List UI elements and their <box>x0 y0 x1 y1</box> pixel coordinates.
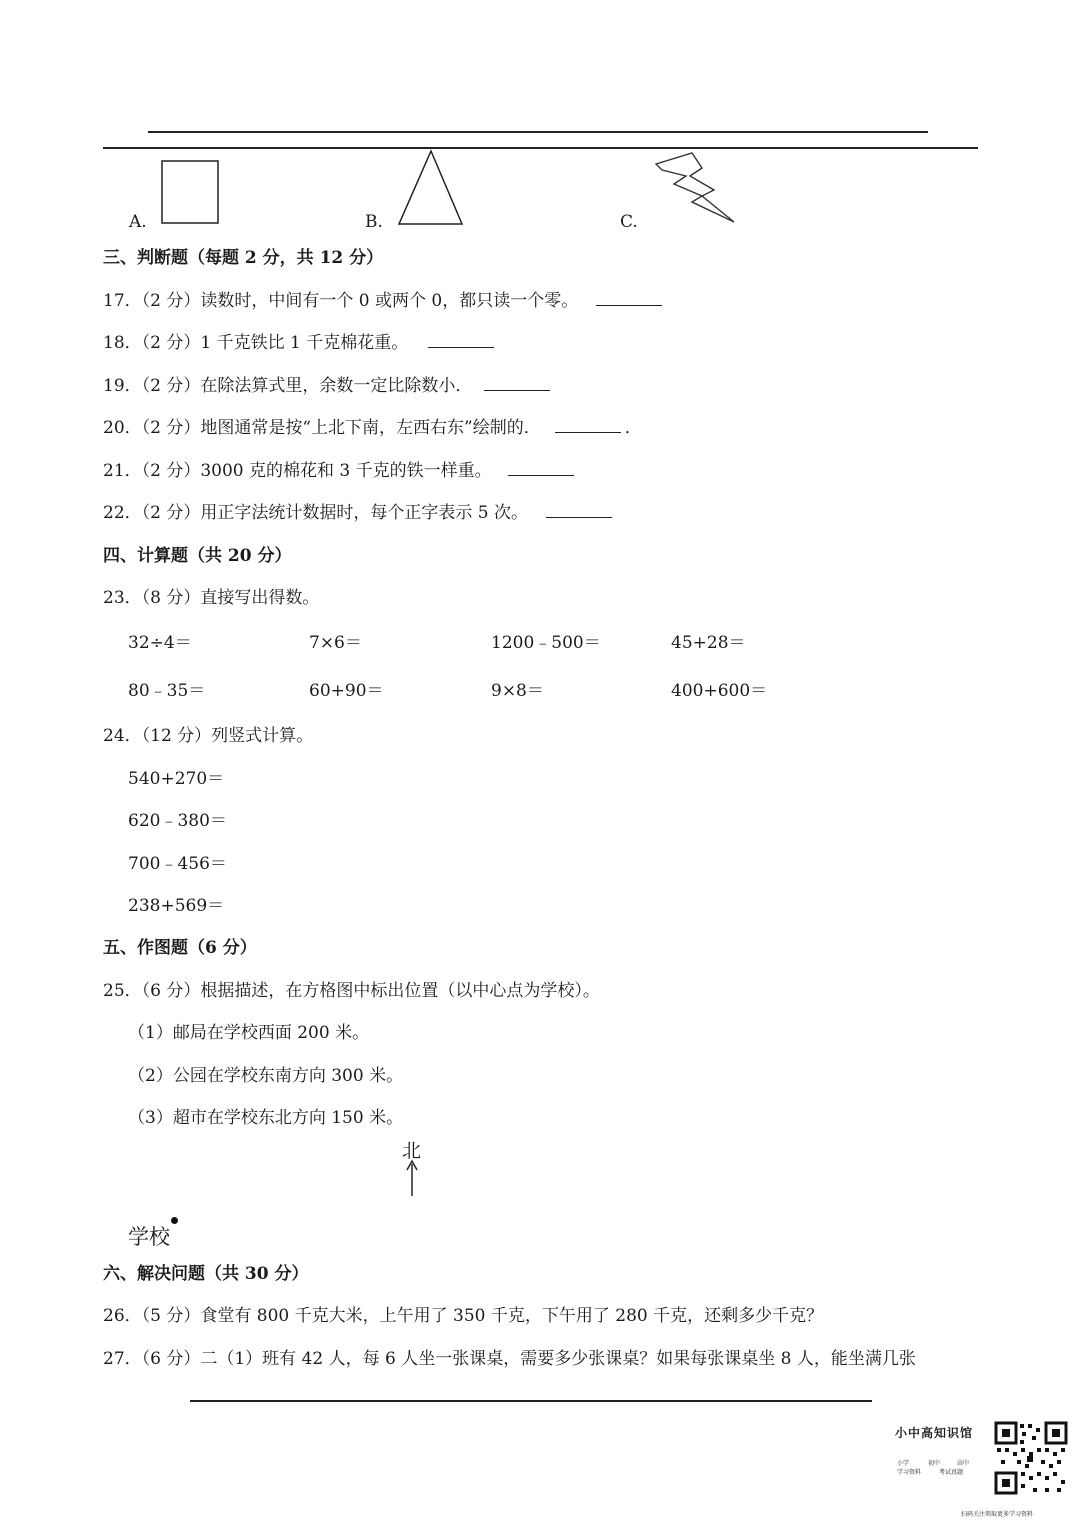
school-dot <box>171 1217 178 1224</box>
calc-item: 45+28＝ <box>671 633 746 653</box>
answer-blank-21[interactable] <box>508 474 574 476</box>
question-18-text: 18．（2 分）1 千克铁比 1 千克棉花重。 <box>103 333 409 353</box>
brand-tag: 考试真题 <box>939 1469 964 1476</box>
question-19 <box>103 371 550 396</box>
question-21-text: 21．（2 分）3000 克的棉花和 3 千克的铁一样重。 <box>103 461 492 481</box>
answer-blank-18[interactable] <box>428 346 494 348</box>
qr-caption: 扫码关注领取更多学习资料 <box>961 1511 1034 1518</box>
brand-tag: 初中 <box>928 1460 941 1467</box>
vertical-calc-item: 238+569＝ <box>128 896 225 916</box>
north-label: 北 <box>402 1140 422 1162</box>
answer-blank-20[interactable] <box>555 431 621 433</box>
calc-item: 32÷4＝ <box>128 633 192 653</box>
list-item: （2）公园在学校东南方向 300 米。 <box>128 1066 404 1086</box>
calc-item: 9×8＝ <box>491 681 544 701</box>
question-20-end: ． <box>624 418 642 438</box>
section5-title: 五、作图题（6 分） <box>103 938 257 958</box>
list-item: （3）超市在学校东北方向 150 米。 <box>128 1108 404 1128</box>
qr-code[interactable] <box>994 1421 1068 1495</box>
school-label: 学校 <box>128 1225 170 1249</box>
north-arrow-icon <box>404 1158 420 1198</box>
brand-name: 小中高知识馆 <box>895 1426 974 1440</box>
question-24: 24．（12 分）列竖式计算。 <box>103 726 314 746</box>
top-rule-long <box>103 147 978 149</box>
question-17-text: 17．（2 分）读数时，中间有一个 0 或两个 0，都只读一个零。 <box>103 291 579 311</box>
calc-item: 80﹣35＝ <box>128 681 206 701</box>
question-18 <box>103 328 494 353</box>
question-20 <box>103 413 642 438</box>
answer-blank-19[interactable] <box>484 389 550 391</box>
question-26: 26．（5 分）食堂有 800 千克大米，上午用了 350 千克，下午用了 280 千克，还剩多少千克？ <box>103 1306 824 1326</box>
section6-title: 六、解决问题（共 30 分） <box>103 1264 309 1284</box>
question-17 <box>103 286 662 311</box>
section3-title: 三、判断题（每题 2 分，共 12 分） <box>103 248 384 268</box>
question-22-text: 22．（2 分）用正字法统计数据时，每个正字表示 5 次。 <box>103 503 528 523</box>
vertical-calc-item: 700﹣456＝ <box>128 854 227 874</box>
section4-title: 四、计算题（共 20 分） <box>103 546 292 566</box>
question-21 <box>103 456 574 481</box>
question-20-text: 20．（2 分）地图通常是按“上北下南，左西右东”绘制的． <box>103 418 541 438</box>
lightning-shape <box>652 150 738 226</box>
question-23: 23．（8 分）直接写出得数。 <box>103 588 320 608</box>
answer-blank-17[interactable] <box>596 304 662 306</box>
calc-item: 1200﹣500＝ <box>491 633 601 653</box>
square-shape <box>160 159 222 227</box>
brand-tag: 高中 <box>957 1460 970 1467</box>
question-22 <box>103 498 612 523</box>
question-25: 25．（6 分）根据描述，在方格图中标出位置（以中心点为学校）。 <box>103 981 600 1001</box>
bottom-rule <box>190 1400 872 1402</box>
list-item: （1）邮局在学校西面 200 米。 <box>128 1023 370 1043</box>
brand-tag: 学习资料 <box>897 1469 922 1476</box>
vertical-calc-item: 540+270＝ <box>128 769 225 789</box>
choice-a-label: A. <box>129 212 147 232</box>
answer-blank-22[interactable] <box>546 516 612 518</box>
question-27: 27．（6 分）二（1）班有 42 人，每 6 人坐一张课桌，需要多少张课桌？如果每张课桌坐 8 人，能坐满几张 <box>103 1349 916 1369</box>
top-rule-short <box>148 131 928 133</box>
choice-c-label: C. <box>620 212 638 232</box>
calc-item: 7×6＝ <box>309 633 362 653</box>
brand-tag: 小学 <box>897 1460 910 1467</box>
calc-item: 60+90＝ <box>309 681 384 701</box>
calc-item: 400+600＝ <box>671 681 768 701</box>
choice-b-label: B. <box>365 212 383 232</box>
vertical-calc-item: 620﹣380＝ <box>128 811 227 831</box>
triangle-shape <box>396 148 466 228</box>
question-19-text: 19．（2 分）在除法算式里，余数一定比除数小． <box>103 376 473 396</box>
